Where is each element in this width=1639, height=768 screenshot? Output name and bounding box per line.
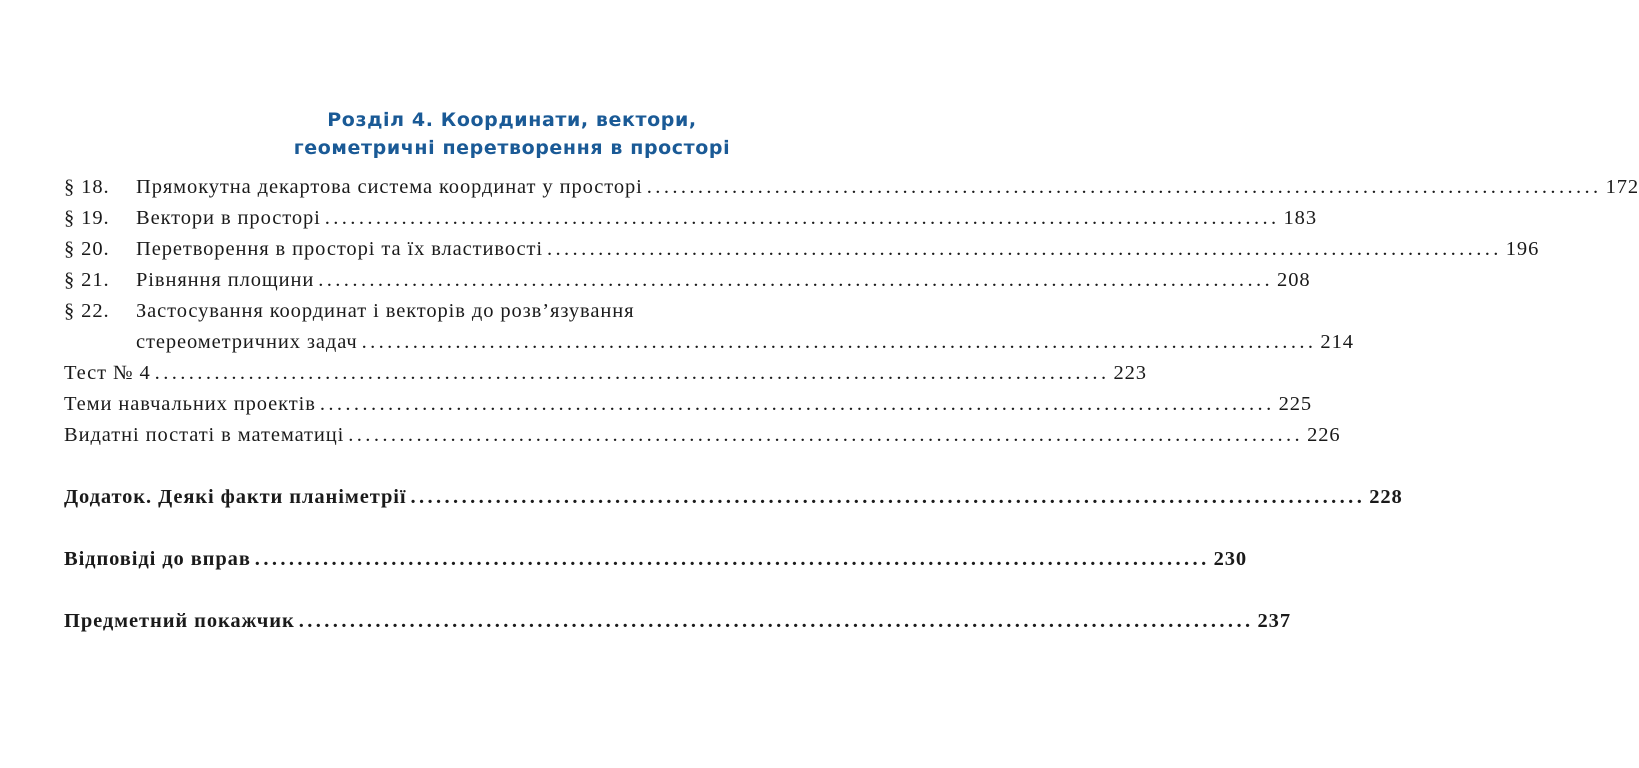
dot-leader: ................................................................................................................ (318, 269, 1274, 291)
entry-title: Відповіді до вправ (64, 548, 251, 570)
entry-page: 196 (1505, 238, 1540, 260)
entry-page: 228 (1369, 486, 1403, 508)
toc-entry-notable-figures[interactable] (64, 424, 1341, 455)
dot-leader: ................................................................................................................ (646, 176, 1602, 198)
entry-title: Вектори в просторі (136, 207, 321, 229)
entry-title: Прямокутна декартова система координат у просторі (136, 176, 643, 198)
dot-leader: ................................................................................................................ (546, 238, 1502, 260)
dot-leader: ................................................................................................................ (324, 207, 1280, 229)
entry-title-continued: стереометричних задач (136, 331, 358, 353)
entry-title: Теми навчальних проектів (64, 393, 316, 415)
dot-leader: ................................................................................................................ (410, 486, 1366, 508)
entry-title: Предметний покажчик (64, 610, 295, 632)
entry-page: 223 (1113, 362, 1147, 384)
toc-entry-project-topics[interactable] (64, 393, 1313, 424)
entry-title: Застосування координат і векторів до розв’язування (136, 300, 635, 322)
dot-leader: ................................................................................................................ (361, 331, 1317, 353)
dot-leader: ................................................................................................................ (254, 548, 1210, 570)
toc-entry-22-continued[interactable] (64, 331, 1354, 362)
entry-page: 226 (1307, 424, 1341, 446)
entry-number: § 18. (64, 176, 110, 198)
entry-number: § 19. (64, 207, 110, 229)
section-title (0, 106, 1024, 162)
entry-page: 214 (1320, 331, 1354, 353)
entry-page: 172 (1605, 176, 1639, 198)
toc-entry-19[interactable] (64, 207, 1317, 238)
dot-leader: ................................................................................................................ (298, 610, 1254, 632)
entry-title: Тест № 4 (64, 362, 151, 384)
toc-entry-test-4[interactable] (64, 362, 1147, 393)
entry-page: 208 (1277, 269, 1311, 291)
toc-entry-20[interactable] (64, 238, 1540, 269)
entry-title: Перетворення в просторі та їх властивості (136, 238, 543, 260)
section-title-line-2: геометричні перетворення в просторі (293, 137, 731, 159)
dot-leader: ................................................................................................................ (319, 393, 1275, 415)
entry-page: 230 (1213, 548, 1248, 570)
toc-entry-22[interactable] (64, 300, 958, 331)
toc-entry-21[interactable] (64, 269, 1311, 300)
dot-leader: ................................................................................................................ (154, 362, 1110, 384)
dot-leader: ................................................................................................................ (348, 424, 1304, 446)
spacer (64, 455, 958, 486)
section-title-line-1: Розділ 4. Координати, вектори, (327, 109, 697, 131)
entry-title: Видатні постаті в математиці (64, 424, 345, 446)
table-of-contents (64, 176, 1639, 641)
entry-number: § 22. (64, 300, 110, 322)
entry-number: § 20. (64, 238, 110, 260)
entry-title: Рівняння площини (136, 269, 315, 291)
entry-title: Додаток. Деякі факти планіметрії (64, 486, 407, 508)
toc-entry-appendix[interactable] (64, 486, 1403, 517)
toc-entry-18[interactable] (64, 176, 1639, 207)
entry-page: 225 (1278, 393, 1313, 415)
toc-entry-subject-index[interactable] (64, 610, 1291, 641)
spacer (64, 579, 958, 610)
entry-page: 183 (1283, 207, 1317, 229)
spacer (64, 517, 958, 548)
entry-page: 237 (1257, 610, 1291, 632)
entry-number: § 21. (64, 269, 110, 291)
toc-entry-answers[interactable] (64, 548, 1248, 579)
